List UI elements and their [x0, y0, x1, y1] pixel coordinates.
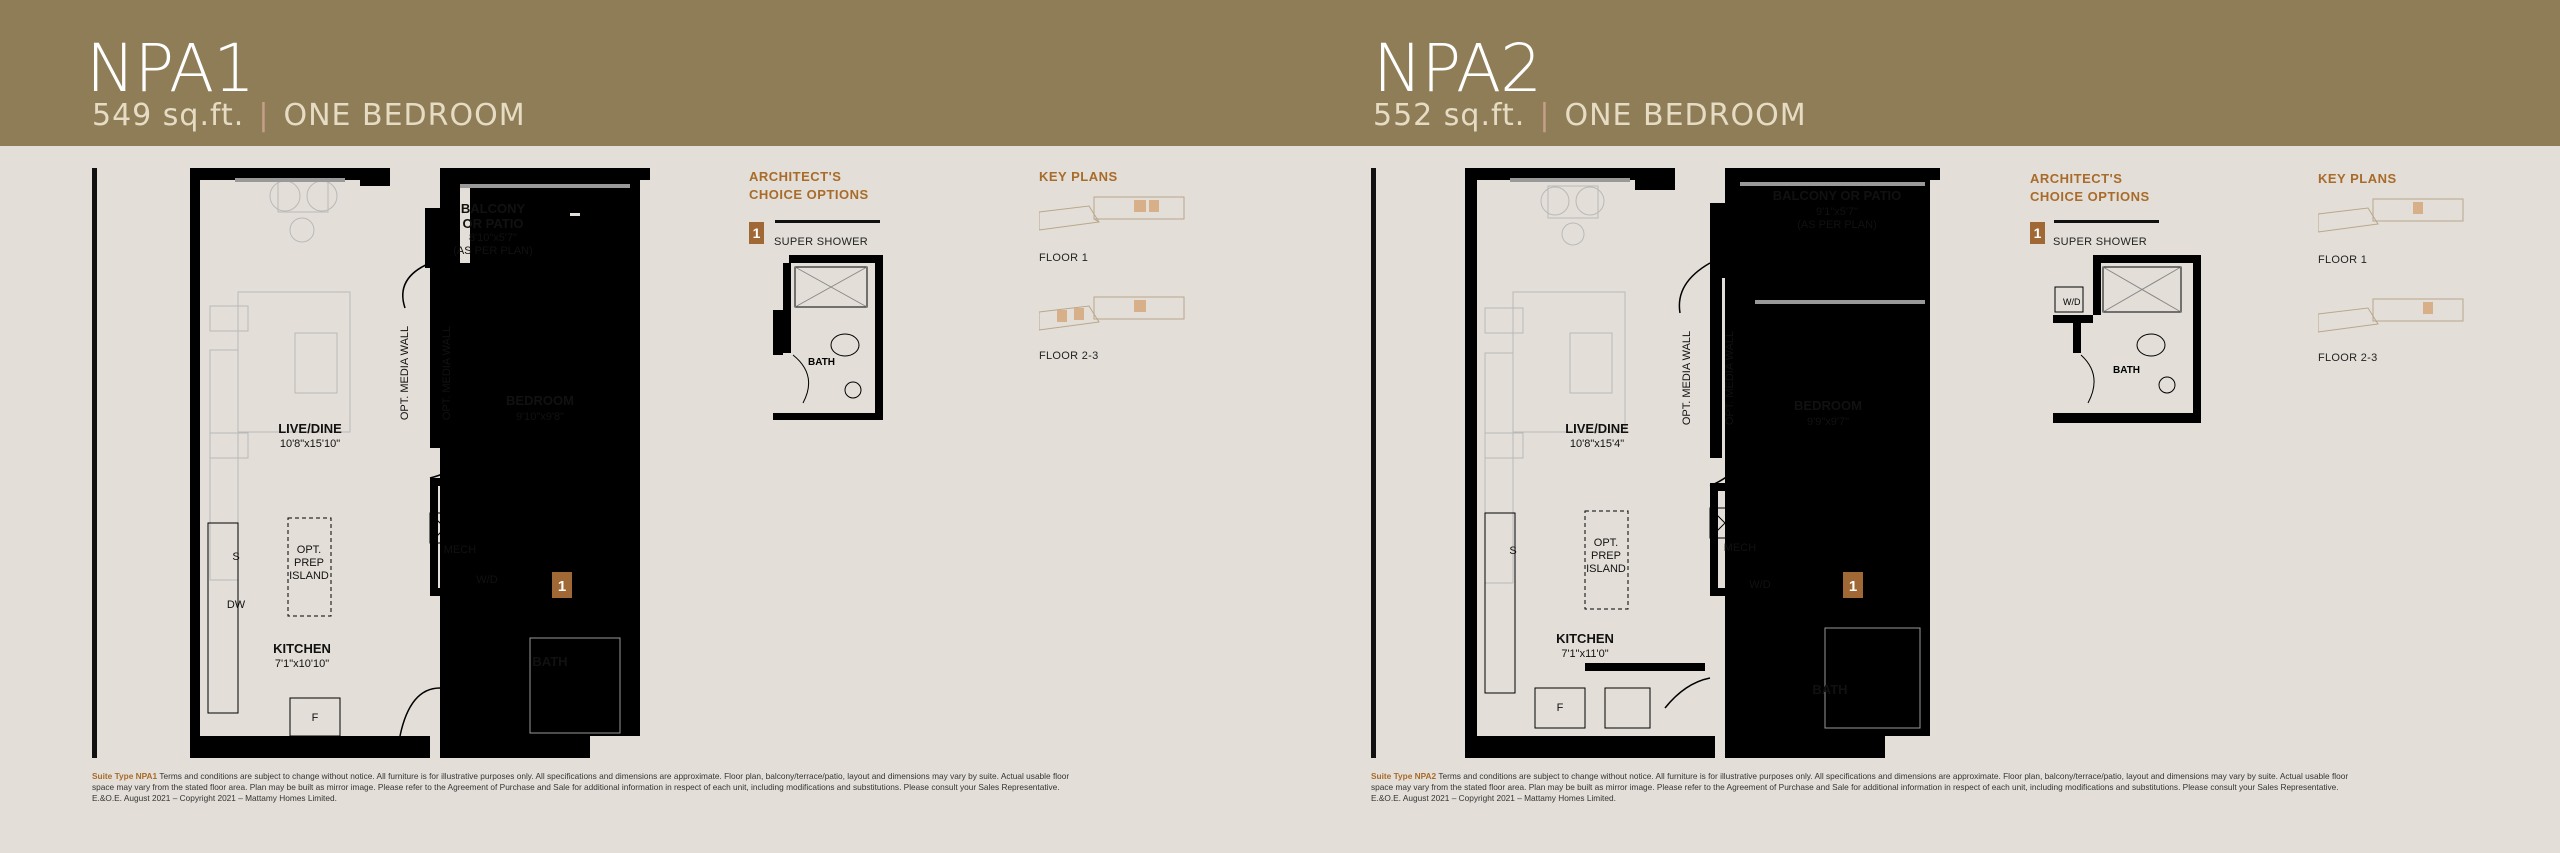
room-label-balcony: BALCONY [460, 201, 526, 216]
suite-area: 552 sq.ft. [1373, 98, 1526, 133]
label-fridge: F [1556, 702, 1564, 714]
room-label-kitchen: KITCHEN [1556, 631, 1614, 646]
room-dim-kitchen: 7'1"x11'0" [1561, 648, 1609, 660]
disclaimer-npa1 [92, 771, 1172, 804]
option-label: SUPER SHOWER [2053, 236, 2148, 248]
disclaimer-line [1371, 771, 2451, 782]
architect-title-line: CHOICE OPTIONS [749, 187, 869, 202]
architect-title-line: CHOICE OPTIONS [2030, 189, 2150, 204]
option-plan-super-shower [773, 255, 889, 425]
room-note-balcony: (AS PER PLAN) [453, 245, 533, 257]
label-fridge: F [311, 712, 319, 724]
label-opt-prep: OPT. [296, 544, 322, 556]
label-sink: S [1509, 545, 1517, 557]
keyplan-floor1 [2318, 194, 2468, 244]
room-label-kitchen: KITCHEN [273, 641, 331, 656]
label-media-wall: OPT. MEDIA WALL [1681, 330, 1693, 426]
option-badge-number: 1 [557, 578, 567, 595]
suite-type: ONE BEDROOM [1564, 98, 1807, 133]
floor-plan-npa2 [1465, 168, 1940, 758]
keyplans-title: KEY PLANS [1039, 169, 1118, 184]
suite-subtitle-npa2: 552 sq.ft. | ONE BEDROOM [1373, 98, 1807, 133]
suite-area: 549 sq.ft. [92, 98, 245, 133]
room-dim-balcony: 9'1"x5'7" [1816, 206, 1858, 218]
architect-title-line: ARCHITECT'S [749, 169, 842, 184]
label-opt-prep: PREP [1591, 550, 1621, 562]
room-dim-kitchen: 7'1"x10'10" [274, 658, 330, 670]
suite-title-npa1: NPA1 [86, 30, 255, 107]
option-plan-super-shower [2053, 255, 2203, 425]
disclaimer-text: Terms and conditions are subject to change without notice. All furniture is for illustrative purposes only. All specifications and dimensions are approximate. Floor plan, balcony/terrace/patio, layout and dimensions may vary by suite. Actual usable floor [1436, 771, 2349, 781]
disclaimer-text: Terms and conditions are subject to change without notice. All furniture is for illustrative purposes only. All specifications and dimensions are approximate. Floor plan, balcony/terrace/patio, layout and dimensions may vary by suite. Actual usable floor [157, 771, 1070, 781]
label-dw: DW [226, 599, 246, 611]
suite-title-npa2: NPA2 [1373, 30, 1542, 107]
keyplan-floor23 [2318, 294, 2468, 344]
keyplan-floor23 [1039, 292, 1189, 342]
option-underline [2054, 220, 2159, 223]
room-label-bedroom: BEDROOM [1794, 398, 1862, 413]
keyplan-floor23-label: FLOOR 2-3 [2318, 352, 2378, 364]
architect-title-line: ARCHITECT'S [2030, 171, 2123, 186]
floor-plan-npa1 [190, 168, 650, 758]
option-badge-number: 1 [1848, 578, 1858, 595]
label-wd: W/D [476, 574, 498, 586]
option-badge: 1 [749, 222, 764, 244]
disclaimer-line: E.&O.E. August 2021 – Copyright 2021 – Mattamy Homes Limited. [1371, 793, 1616, 803]
disclaimer-suite: Suite Type NPA2 [1371, 771, 1437, 781]
room-dim-live: 10'8"x15'4" [1569, 438, 1625, 450]
disclaimer-npa2 [1371, 771, 2451, 804]
label-opt-prep: OPT. [1593, 537, 1619, 549]
label-opt-prep: ISLAND [1586, 563, 1626, 575]
room-note-balcony: (AS PER PLAN) [1797, 219, 1877, 231]
keyplan-floor23-label: FLOOR 2-3 [1039, 350, 1099, 362]
option-bath-label: BATH [2113, 365, 2141, 376]
disclaimer-line: space may vary from the stated floor area. Plan may be built as mirror image. Please refer to the Agreement of Purchase and Sale for additional information in respect of each unit, including modifications and substitutions. Please consult your Sales Representative. [92, 782, 1060, 792]
label-media-wall: OPT. MEDIA WALL [399, 325, 411, 421]
suite-subtitle-npa1: 549 sq.ft. | ONE BEDROOM [92, 98, 526, 133]
keyplan-floor1 [1039, 192, 1189, 242]
option-wd-label: W/D [2063, 297, 2081, 307]
room-label-live: LIVE/DINE [1565, 421, 1629, 436]
divider-bar [1371, 168, 1376, 758]
divider-bar [92, 168, 97, 758]
room-dim-live: 10'8"x15'10" [279, 438, 341, 450]
room-dim-bedroom: 9'10"x9'8" [515, 411, 565, 423]
disclaimer-line: E.&O.E. August 2021 – Copyright 2021 – Mattamy Homes Limited. [92, 793, 337, 803]
disclaimer-line [92, 771, 1172, 782]
room-label-live: LIVE/DINE [278, 421, 342, 436]
room-dim-bedroom: 9'9"x9'7" [1807, 416, 1849, 428]
label-media-wall: OPT. MEDIA WALL [1724, 330, 1736, 426]
disclaimer-suite: Suite Type NPA1 [92, 771, 158, 781]
label-media-wall: OPT. MEDIA WALL [441, 325, 453, 421]
keyplans-title: KEY PLANS [2318, 171, 2397, 186]
room-label-balcony: OR PATIO [462, 216, 524, 231]
label-sink: S [232, 551, 240, 563]
room-dim-balcony: 8'10"x5'7" [468, 232, 518, 244]
label-mech: MECH [443, 544, 477, 556]
room-label-balcony: BALCONY OR PATIO [1772, 188, 1902, 203]
option-badge: 1 [2030, 222, 2045, 244]
architect-title [2030, 170, 2150, 206]
option-underline [775, 220, 880, 223]
option-bath-label: BATH [808, 357, 836, 368]
keyplan-floor1-label: FLOOR 1 [2318, 254, 2368, 266]
architect-title [749, 168, 869, 204]
label-wd: W/D [1749, 579, 1771, 591]
label-opt-prep: PREP [294, 557, 324, 569]
room-label-bath: BATH [1812, 682, 1848, 697]
room-label-bath: BATH [532, 654, 568, 669]
suite-type: ONE BEDROOM [283, 98, 526, 133]
label-opt-prep: ISLAND [289, 570, 329, 582]
keyplan-floor1-label: FLOOR 1 [1039, 252, 1089, 264]
label-mech: MECH [1723, 542, 1757, 554]
option-label: SUPER SHOWER [774, 236, 869, 248]
room-label-bedroom: BEDROOM [506, 393, 574, 408]
disclaimer-line: space may vary from the stated floor area. Plan may be built as mirror image. Please refer to the Agreement of Purchase and Sale for additional information in respect of each unit, including modifications and substitutions. Please consult your Sales Representative. [1371, 782, 2339, 792]
